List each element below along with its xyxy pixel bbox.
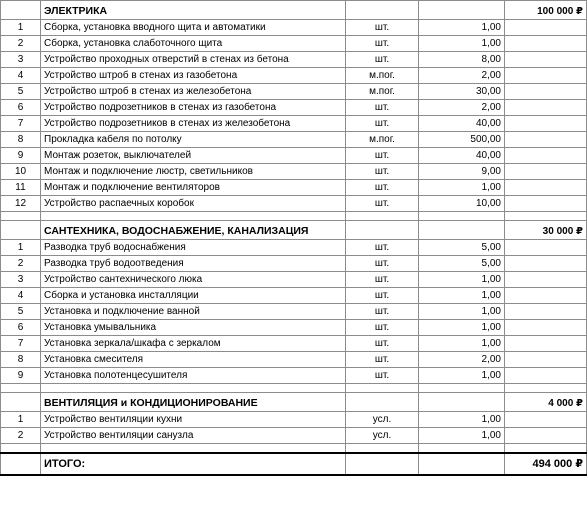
grand-total-number-cell[interactable] bbox=[1, 453, 41, 475]
table-row bbox=[1, 100, 587, 116]
row-unit[interactable]: м.пог. bbox=[346, 68, 419, 84]
row-quantity[interactable]: 1,00 bbox=[419, 180, 505, 196]
row-number[interactable]: 1 bbox=[1, 20, 41, 36]
row-work-name[interactable]: Монтаж и подключение вентиляторов bbox=[41, 180, 346, 196]
row-price-cell[interactable] bbox=[505, 368, 587, 384]
row-number[interactable]: 9 bbox=[1, 148, 41, 164]
row-unit[interactable]: шт. bbox=[346, 256, 419, 272]
row-quantity[interactable]: 5,00 bbox=[419, 256, 505, 272]
row-quantity[interactable]: 40,00 bbox=[419, 116, 505, 132]
row-work-name[interactable]: Установка зеркала/шкафа с зеркалом bbox=[41, 336, 346, 352]
row-unit[interactable]: шт. bbox=[346, 164, 419, 180]
row-price-cell[interactable] bbox=[505, 52, 587, 68]
table-row bbox=[1, 68, 587, 84]
table-row bbox=[1, 412, 587, 428]
row-quantity[interactable]: 30,00 bbox=[419, 84, 505, 100]
section-qty-cell[interactable] bbox=[419, 393, 505, 412]
row-work-name[interactable]: Сборка и установка инсталляции bbox=[41, 288, 346, 304]
row-number[interactable]: 4 bbox=[1, 68, 41, 84]
row-number[interactable]: 2 bbox=[1, 256, 41, 272]
row-unit[interactable]: шт. bbox=[346, 336, 419, 352]
table-row bbox=[1, 148, 587, 164]
row-number[interactable]: 11 bbox=[1, 180, 41, 196]
table-row bbox=[1, 288, 587, 304]
row-number[interactable]: 8 bbox=[1, 352, 41, 368]
empty-cell[interactable] bbox=[346, 384, 419, 393]
row-unit[interactable]: м.пог. bbox=[346, 84, 419, 100]
section-header-row bbox=[1, 393, 587, 412]
row-number[interactable]: 7 bbox=[1, 116, 41, 132]
row-unit[interactable]: шт. bbox=[346, 148, 419, 164]
grand-total-qty-cell[interactable] bbox=[419, 453, 505, 475]
row-number[interactable]: 7 bbox=[1, 336, 41, 352]
section-total[interactable]: 100 000 ₽ bbox=[505, 1, 587, 20]
empty-cell[interactable] bbox=[505, 444, 587, 454]
row-quantity[interactable]: 1,00 bbox=[419, 36, 505, 52]
row-work-name[interactable]: Сборка, установка слаботочного щита bbox=[41, 36, 346, 52]
row-quantity[interactable]: 1,00 bbox=[419, 288, 505, 304]
table-row bbox=[1, 240, 587, 256]
row-number[interactable]: 1 bbox=[1, 240, 41, 256]
row-unit[interactable]: шт. bbox=[346, 116, 419, 132]
row-work-name[interactable]: Установка и подключение ванной bbox=[41, 304, 346, 320]
row-quantity[interactable]: 1,00 bbox=[419, 336, 505, 352]
empty-cell[interactable] bbox=[1, 212, 41, 221]
row-price-cell[interactable] bbox=[505, 412, 587, 428]
row-price-cell[interactable] bbox=[505, 20, 587, 36]
row-work-name[interactable]: Монтаж розеток, выключателей bbox=[41, 148, 346, 164]
row-price-cell[interactable] bbox=[505, 116, 587, 132]
table-row bbox=[1, 336, 587, 352]
row-price-cell[interactable] bbox=[505, 196, 587, 212]
table-row bbox=[1, 368, 587, 384]
row-work-name[interactable]: Устройство подрозетников в стенах из газобетона bbox=[41, 100, 346, 116]
row-work-name[interactable]: Устройство подрозетников в стенах из железобетона bbox=[41, 116, 346, 132]
row-price-cell[interactable] bbox=[505, 428, 587, 444]
row-price-cell[interactable] bbox=[505, 68, 587, 84]
spacer-row bbox=[1, 444, 587, 454]
row-work-name[interactable]: Разводка труб водоотведения bbox=[41, 256, 346, 272]
table-row bbox=[1, 196, 587, 212]
section-total[interactable]: 30 000 ₽ bbox=[505, 221, 587, 240]
row-work-name[interactable]: Устройство распаечных коробок bbox=[41, 196, 346, 212]
row-work-name[interactable]: Устройство сантехнического люка bbox=[41, 272, 346, 288]
empty-cell[interactable] bbox=[505, 384, 587, 393]
row-number[interactable]: 2 bbox=[1, 36, 41, 52]
grand-total-value[interactable]: 494 000 ₽ bbox=[505, 453, 587, 475]
row-number[interactable]: 3 bbox=[1, 52, 41, 68]
row-unit[interactable]: шт. bbox=[346, 180, 419, 196]
row-unit[interactable]: шт. bbox=[346, 320, 419, 336]
row-work-name[interactable]: Монтаж и подключение люстр, светильников bbox=[41, 164, 346, 180]
row-quantity[interactable]: 1,00 bbox=[419, 320, 505, 336]
row-quantity[interactable]: 1,00 bbox=[419, 304, 505, 320]
table-row bbox=[1, 320, 587, 336]
empty-cell[interactable] bbox=[419, 384, 505, 393]
section-unit-cell[interactable] bbox=[346, 393, 419, 412]
empty-cell[interactable] bbox=[1, 384, 41, 393]
row-quantity[interactable]: 1,00 bbox=[419, 412, 505, 428]
row-price-cell[interactable] bbox=[505, 336, 587, 352]
row-work-name[interactable]: Устройство штроб в стенах из железобетона bbox=[41, 84, 346, 100]
row-price-cell[interactable] bbox=[505, 148, 587, 164]
empty-cell[interactable] bbox=[419, 212, 505, 221]
table-row bbox=[1, 352, 587, 368]
row-quantity[interactable]: 2,00 bbox=[419, 352, 505, 368]
spacer-row bbox=[1, 384, 587, 393]
row-price-cell[interactable] bbox=[505, 352, 587, 368]
section-number-cell[interactable] bbox=[1, 393, 41, 412]
row-work-name[interactable]: Установка умывальника bbox=[41, 320, 346, 336]
row-quantity[interactable]: 1,00 bbox=[419, 272, 505, 288]
table-row bbox=[1, 180, 587, 196]
row-unit[interactable]: шт. bbox=[346, 52, 419, 68]
section-qty-cell[interactable] bbox=[419, 221, 505, 240]
table-row bbox=[1, 36, 587, 52]
row-number[interactable]: 9 bbox=[1, 368, 41, 384]
row-price-cell[interactable] bbox=[505, 288, 587, 304]
row-work-name[interactable]: Сборка, установка вводного щита и автоматики bbox=[41, 20, 346, 36]
row-price-cell[interactable] bbox=[505, 240, 587, 256]
row-price-cell[interactable] bbox=[505, 164, 587, 180]
section-number-cell[interactable] bbox=[1, 1, 41, 20]
row-unit[interactable]: шт. bbox=[346, 196, 419, 212]
row-price-cell[interactable] bbox=[505, 256, 587, 272]
empty-cell[interactable] bbox=[41, 212, 346, 221]
grand-total-row bbox=[1, 453, 587, 475]
row-quantity[interactable]: 10,00 bbox=[419, 196, 505, 212]
row-quantity[interactable]: 8,00 bbox=[419, 52, 505, 68]
table-row bbox=[1, 272, 587, 288]
table-row bbox=[1, 256, 587, 272]
row-quantity[interactable]: 1,00 bbox=[419, 428, 505, 444]
empty-cell[interactable] bbox=[505, 212, 587, 221]
row-unit[interactable]: шт. bbox=[346, 288, 419, 304]
row-unit[interactable]: шт. bbox=[346, 100, 419, 116]
section-unit-cell[interactable] bbox=[346, 1, 419, 20]
row-number[interactable]: 2 bbox=[1, 428, 41, 444]
row-quantity[interactable]: 2,00 bbox=[419, 100, 505, 116]
table-row bbox=[1, 428, 587, 444]
grand-total-label[interactable]: ИТОГО: bbox=[41, 453, 346, 475]
table-row bbox=[1, 84, 587, 100]
row-unit[interactable]: шт. bbox=[346, 20, 419, 36]
row-price-cell[interactable] bbox=[505, 304, 587, 320]
row-number[interactable]: 5 bbox=[1, 304, 41, 320]
row-quantity[interactable]: 9,00 bbox=[419, 164, 505, 180]
row-number[interactable]: 6 bbox=[1, 320, 41, 336]
row-number[interactable]: 8 bbox=[1, 132, 41, 148]
table-row bbox=[1, 52, 587, 68]
empty-cell[interactable] bbox=[41, 444, 346, 454]
row-unit[interactable]: усл. bbox=[346, 412, 419, 428]
table-row bbox=[1, 132, 587, 148]
row-work-name[interactable]: Устройство вентиляции кухни bbox=[41, 412, 346, 428]
row-number[interactable]: 5 bbox=[1, 84, 41, 100]
row-price-cell[interactable] bbox=[505, 36, 587, 52]
section-title[interactable]: САНТЕХНИКА, ВОДОСНАБЖЕНИЕ, КАНАЛИЗАЦИЯ bbox=[41, 221, 346, 240]
row-price-cell[interactable] bbox=[505, 320, 587, 336]
row-number[interactable]: 4 bbox=[1, 288, 41, 304]
table-row bbox=[1, 20, 587, 36]
row-quantity[interactable]: 40,00 bbox=[419, 148, 505, 164]
row-work-name[interactable]: Устройство вентиляции санузла bbox=[41, 428, 346, 444]
section-total[interactable]: 4 000 ₽ bbox=[505, 393, 587, 412]
row-number[interactable]: 3 bbox=[1, 272, 41, 288]
section-title[interactable]: ЭЛЕКТРИКА bbox=[41, 1, 346, 20]
row-unit[interactable]: м.пог. bbox=[346, 132, 419, 148]
row-quantity[interactable]: 2,00 bbox=[419, 68, 505, 84]
row-number[interactable]: 6 bbox=[1, 100, 41, 116]
table-row bbox=[1, 116, 587, 132]
row-work-name[interactable]: Прокладка кабеля по потолку bbox=[41, 132, 346, 148]
empty-cell[interactable] bbox=[419, 444, 505, 454]
row-quantity[interactable]: 5,00 bbox=[419, 240, 505, 256]
row-unit[interactable]: шт. bbox=[346, 352, 419, 368]
section-header-row bbox=[1, 1, 587, 20]
empty-cell[interactable] bbox=[41, 384, 346, 393]
row-quantity[interactable]: 1,00 bbox=[419, 20, 505, 36]
row-price-cell[interactable] bbox=[505, 180, 587, 196]
table-row bbox=[1, 164, 587, 180]
empty-cell[interactable] bbox=[1, 444, 41, 454]
section-number-cell[interactable] bbox=[1, 221, 41, 240]
empty-cell[interactable] bbox=[346, 212, 419, 221]
section-unit-cell[interactable] bbox=[346, 221, 419, 240]
row-quantity[interactable]: 500,00 bbox=[419, 132, 505, 148]
row-number[interactable]: 12 bbox=[1, 196, 41, 212]
row-number[interactable]: 10 bbox=[1, 164, 41, 180]
row-price-cell[interactable] bbox=[505, 272, 587, 288]
section-title[interactable]: ВЕНТИЛЯЦИЯ и КОНДИЦИОНИРОВАНИЕ bbox=[41, 393, 346, 412]
empty-cell[interactable] bbox=[346, 444, 419, 454]
row-unit[interactable]: усл. bbox=[346, 428, 419, 444]
row-unit[interactable]: шт. bbox=[346, 368, 419, 384]
row-price-cell[interactable] bbox=[505, 100, 587, 116]
estimate-table-body bbox=[1, 1, 587, 476]
row-quantity[interactable]: 1,00 bbox=[419, 368, 505, 384]
spacer-row bbox=[1, 212, 587, 221]
row-unit[interactable]: шт. bbox=[346, 272, 419, 288]
row-number[interactable]: 1 bbox=[1, 412, 41, 428]
row-unit[interactable]: шт. bbox=[346, 36, 419, 52]
row-work-name[interactable]: Устройство штроб в стенах из газобетона bbox=[41, 68, 346, 84]
row-work-name[interactable]: Устройство проходных отверстий в стенах из бетона bbox=[41, 52, 346, 68]
row-price-cell[interactable] bbox=[505, 132, 587, 148]
row-unit[interactable]: шт. bbox=[346, 304, 419, 320]
grand-total-unit-cell[interactable] bbox=[346, 453, 419, 475]
row-work-name[interactable]: Установка полотенцесушителя bbox=[41, 368, 346, 384]
table-row bbox=[1, 304, 587, 320]
row-work-name[interactable]: Разводка труб водоснабжения bbox=[41, 240, 346, 256]
section-qty-cell[interactable] bbox=[419, 1, 505, 20]
row-work-name[interactable]: Установка смесителя bbox=[41, 352, 346, 368]
row-price-cell[interactable] bbox=[505, 84, 587, 100]
section-header-row bbox=[1, 221, 587, 240]
row-unit[interactable]: шт. bbox=[346, 240, 419, 256]
